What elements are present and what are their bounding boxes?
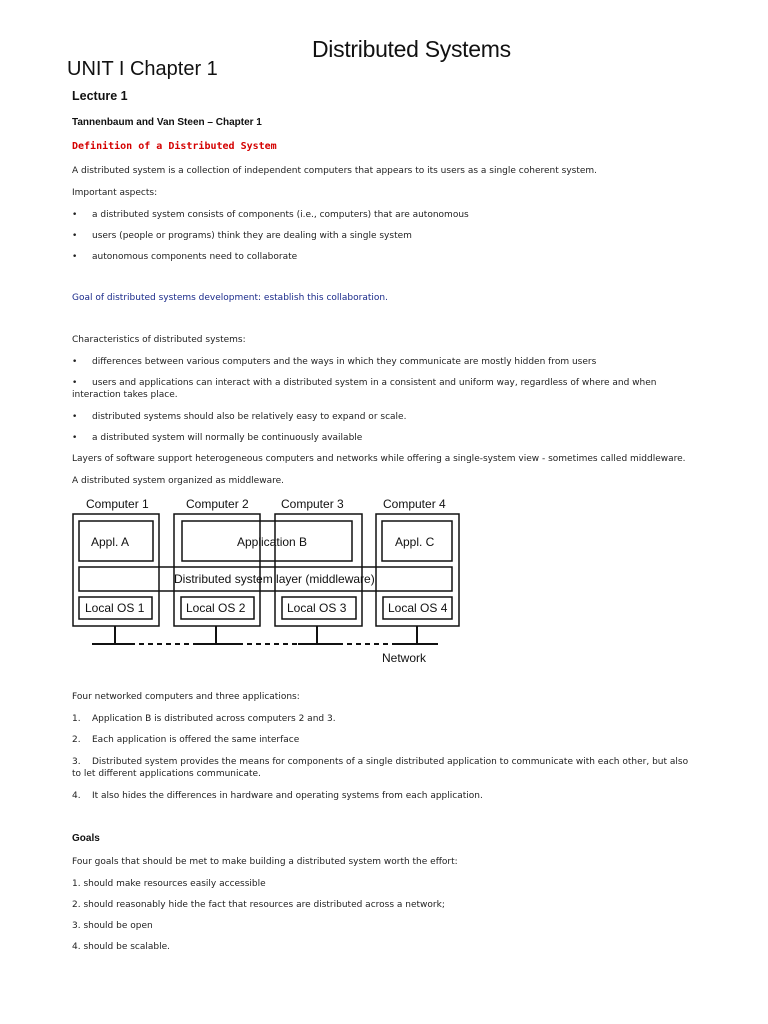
list-item xyxy=(72,714,336,724)
list-item-text: It also hides the differences in hardware and operating systems from each application. xyxy=(92,791,483,801)
middleware-text: Layers of software support heterogeneous computers and networks while offering a single-system view - sometimes called middleware. xyxy=(72,454,686,464)
goals-intro: Four goals that should be met to make building a distributed system worth the effort: xyxy=(72,857,458,867)
list-item-number: 1. xyxy=(72,714,81,724)
lecture-heading: Lecture 1 xyxy=(72,89,128,103)
list-item-text: autonomous components need to collaborate xyxy=(92,252,298,262)
list-item-text: Distributed system provides the means for components of a single distributed application to communicate with each other, but also to let different applications communicate. xyxy=(72,757,689,779)
local-os-3-label: Local OS 3 xyxy=(287,601,347,615)
goals-heading: Goals xyxy=(72,833,100,844)
appl-c-label: Appl. C xyxy=(395,535,435,549)
explanation-intro: Four networked computers and three applications: xyxy=(72,692,300,702)
application-b-label: Application B xyxy=(237,535,308,549)
middleware-diagram xyxy=(70,494,462,664)
list-item xyxy=(72,735,299,745)
list-item-number: 2. xyxy=(72,735,81,745)
network-line xyxy=(92,626,438,644)
list-item: 3. should be open xyxy=(72,921,153,931)
list-item: 1. should make resources easily accessible xyxy=(72,879,266,889)
characteristics-label: Characteristics of distributed systems: xyxy=(72,335,246,345)
aspects-label: Important aspects: xyxy=(72,188,158,198)
list-item xyxy=(72,791,483,801)
list-item-text: differences between various computers and the ways in which they communicate are mostly hidden from users xyxy=(92,357,597,367)
computer-2-label: Computer 2 xyxy=(186,497,249,511)
list-item-text: Each application is offered the same interface xyxy=(92,735,300,745)
list-item: • differences between various computers and the ways in which they communicate are mostly hidden from users xyxy=(72,357,597,367)
authors-line: Tannenbaum and Van Steen – Chapter 1 xyxy=(72,117,262,128)
computer-1-label: Computer 1 xyxy=(86,497,149,511)
list-item: • autonomous components need to collaborate xyxy=(72,252,298,262)
list-item: 4. should be scalable. xyxy=(72,942,171,952)
list-item: 2. should reasonably hide the fact that resources are distributed across a network; xyxy=(72,900,445,910)
list-item-number: 4. xyxy=(72,791,81,801)
list-item: • users (people or programs) think they are dealing with a single system xyxy=(72,231,412,241)
list-item: • a distributed system will normally be continuously available xyxy=(72,433,363,443)
list-item: • distributed systems should also be relatively easy to expand or scale. xyxy=(72,412,407,422)
computer-4-label: Computer 4 xyxy=(383,497,446,511)
list-item-text: users (people or programs) think they are dealing with a single system xyxy=(92,231,412,241)
list-item-text: distributed systems should also be relatively easy to expand or scale. xyxy=(92,412,407,422)
unit-title: UNIT I Chapter 1 xyxy=(67,58,218,80)
middleware-label: Distributed system layer (middleware) xyxy=(174,572,375,586)
list-item-text: Application B is distributed across computers 2 and 3. xyxy=(92,714,336,724)
local-os-4-label: Local OS 4 xyxy=(388,601,448,615)
appl-a-label: Appl. A xyxy=(91,535,130,549)
document-title: Distributed Systems xyxy=(312,36,511,62)
list-item-text: users and applications can interact with a distributed system in a consistent and uniform way, regardless of where and when interaction takes place. xyxy=(72,378,657,400)
list-item-text: a distributed system will normally be continuously available xyxy=(92,433,363,443)
goal-line: Goal of distributed systems development: establish this collaboration. xyxy=(72,293,388,303)
definition-text: A distributed system is a collection of independent computers that appears to its users as a single coherent system. xyxy=(72,166,598,176)
local-os-1-label: Local OS 1 xyxy=(85,601,145,615)
organized-text: A distributed system organized as middleware. xyxy=(72,476,284,486)
network-label: Network xyxy=(382,651,427,664)
list-item-number: 3. xyxy=(72,757,81,767)
list-item: • users and applications can interact with a distributed system in a consistent and uniform way, regardless of where and when interaction takes place. xyxy=(72,378,657,400)
definition-heading: Definition of a Distributed System xyxy=(72,141,277,152)
list-item: • a distributed system consists of components (i.e., computers) that are autonomous xyxy=(72,210,469,220)
list-item-text: a distributed system consists of components (i.e., computers) that are autonomous xyxy=(92,210,469,220)
list-item xyxy=(72,756,694,780)
local-os-2-label: Local OS 2 xyxy=(186,601,246,615)
computer-3-label: Computer 3 xyxy=(281,497,344,511)
